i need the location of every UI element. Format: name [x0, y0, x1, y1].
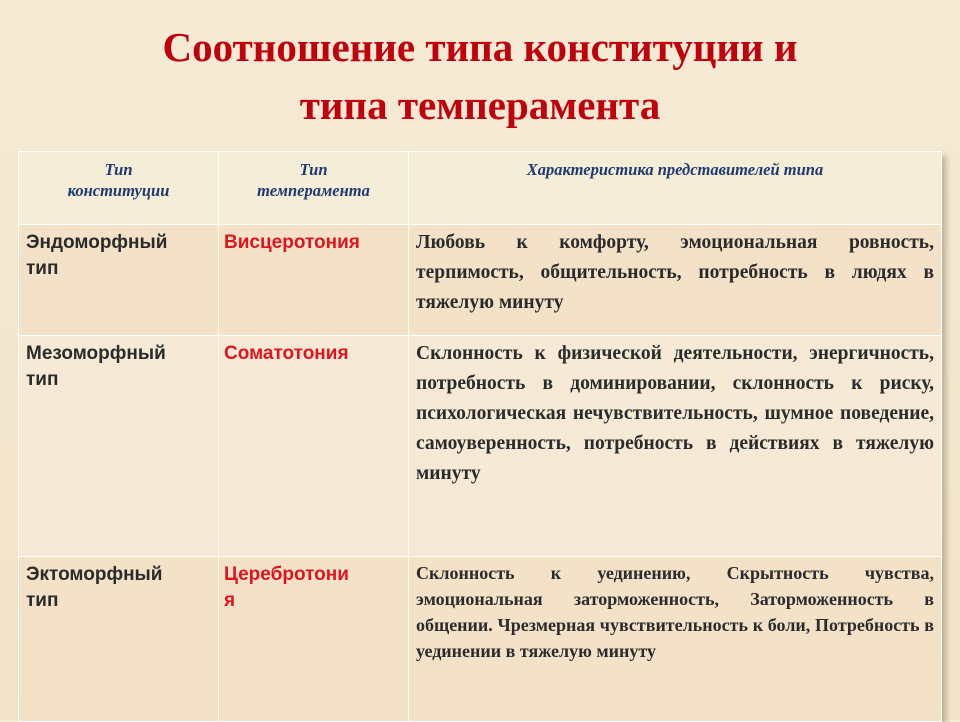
- header-characteristic-label: Характеристика представителей типа: [526, 160, 824, 179]
- slide-title: [0, 18, 960, 134]
- header-constitution-line-2: конституции: [67, 181, 170, 200]
- characteristic-text: Склонность к физической деятельности, энергичность, потребность в доминировании, склонность к риску, психологическая нечувствительность, шумное поведение, самоуверенность, потребность в действиях в тяжелую минуту: [416, 343, 934, 484]
- cell-temperament: [219, 336, 409, 557]
- cell-constitution: [19, 336, 219, 557]
- constitution-type-suffix: тип: [26, 369, 59, 390]
- header-temperament: [219, 152, 409, 225]
- constitution-type: Эктоморфный: [26, 564, 163, 585]
- cell-characteristic: [409, 557, 942, 722]
- characteristic-text: Любовь к комфорту, эмоциональная ровность, терпимость, общительность, потребность в людях в тяжелую минуту: [416, 232, 934, 313]
- constitution-type-suffix: тип: [26, 258, 59, 279]
- table-row: [19, 557, 942, 722]
- cell-temperament: [219, 225, 409, 336]
- constitution-type: Эндоморфный: [26, 232, 168, 253]
- cell-characteristic: [409, 336, 942, 557]
- cell-constitution: [19, 225, 219, 336]
- table-row: [19, 336, 942, 557]
- cell-constitution: [19, 557, 219, 722]
- constitution-temperament-table: [18, 151, 942, 722]
- table-row: [19, 225, 942, 336]
- header-temperament-line-1: Тип: [299, 160, 328, 179]
- temperament-type: Висцеротония: [224, 232, 360, 253]
- slide-title-line-1: Соотношение типа конституции и: [162, 24, 798, 70]
- header-characteristic: [409, 152, 942, 225]
- temperament-type: Церебротони: [224, 564, 349, 585]
- cell-temperament: [219, 557, 409, 722]
- characteristic-text: Склонность к уединению, Скрытность чувства, эмоциональная заторможенность, Заторможенность в общении. Чрезмерная чувствительность к боли, Потребность в уединении в тяжелую минуту: [416, 563, 934, 661]
- temperament-type-suffix: я: [224, 590, 236, 611]
- temperament-type: Соматотония: [224, 343, 349, 364]
- table-header-row: [19, 152, 942, 225]
- slide-title-line-2: типа темперамента: [299, 82, 661, 128]
- header-constitution-line-1: Тип: [104, 160, 133, 179]
- constitution-type-suffix: тип: [26, 590, 59, 611]
- constitution-type: Мезоморфный: [26, 343, 166, 364]
- header-temperament-line-2: темперамента: [257, 181, 370, 200]
- header-constitution: [19, 152, 219, 225]
- cell-characteristic: [409, 225, 942, 336]
